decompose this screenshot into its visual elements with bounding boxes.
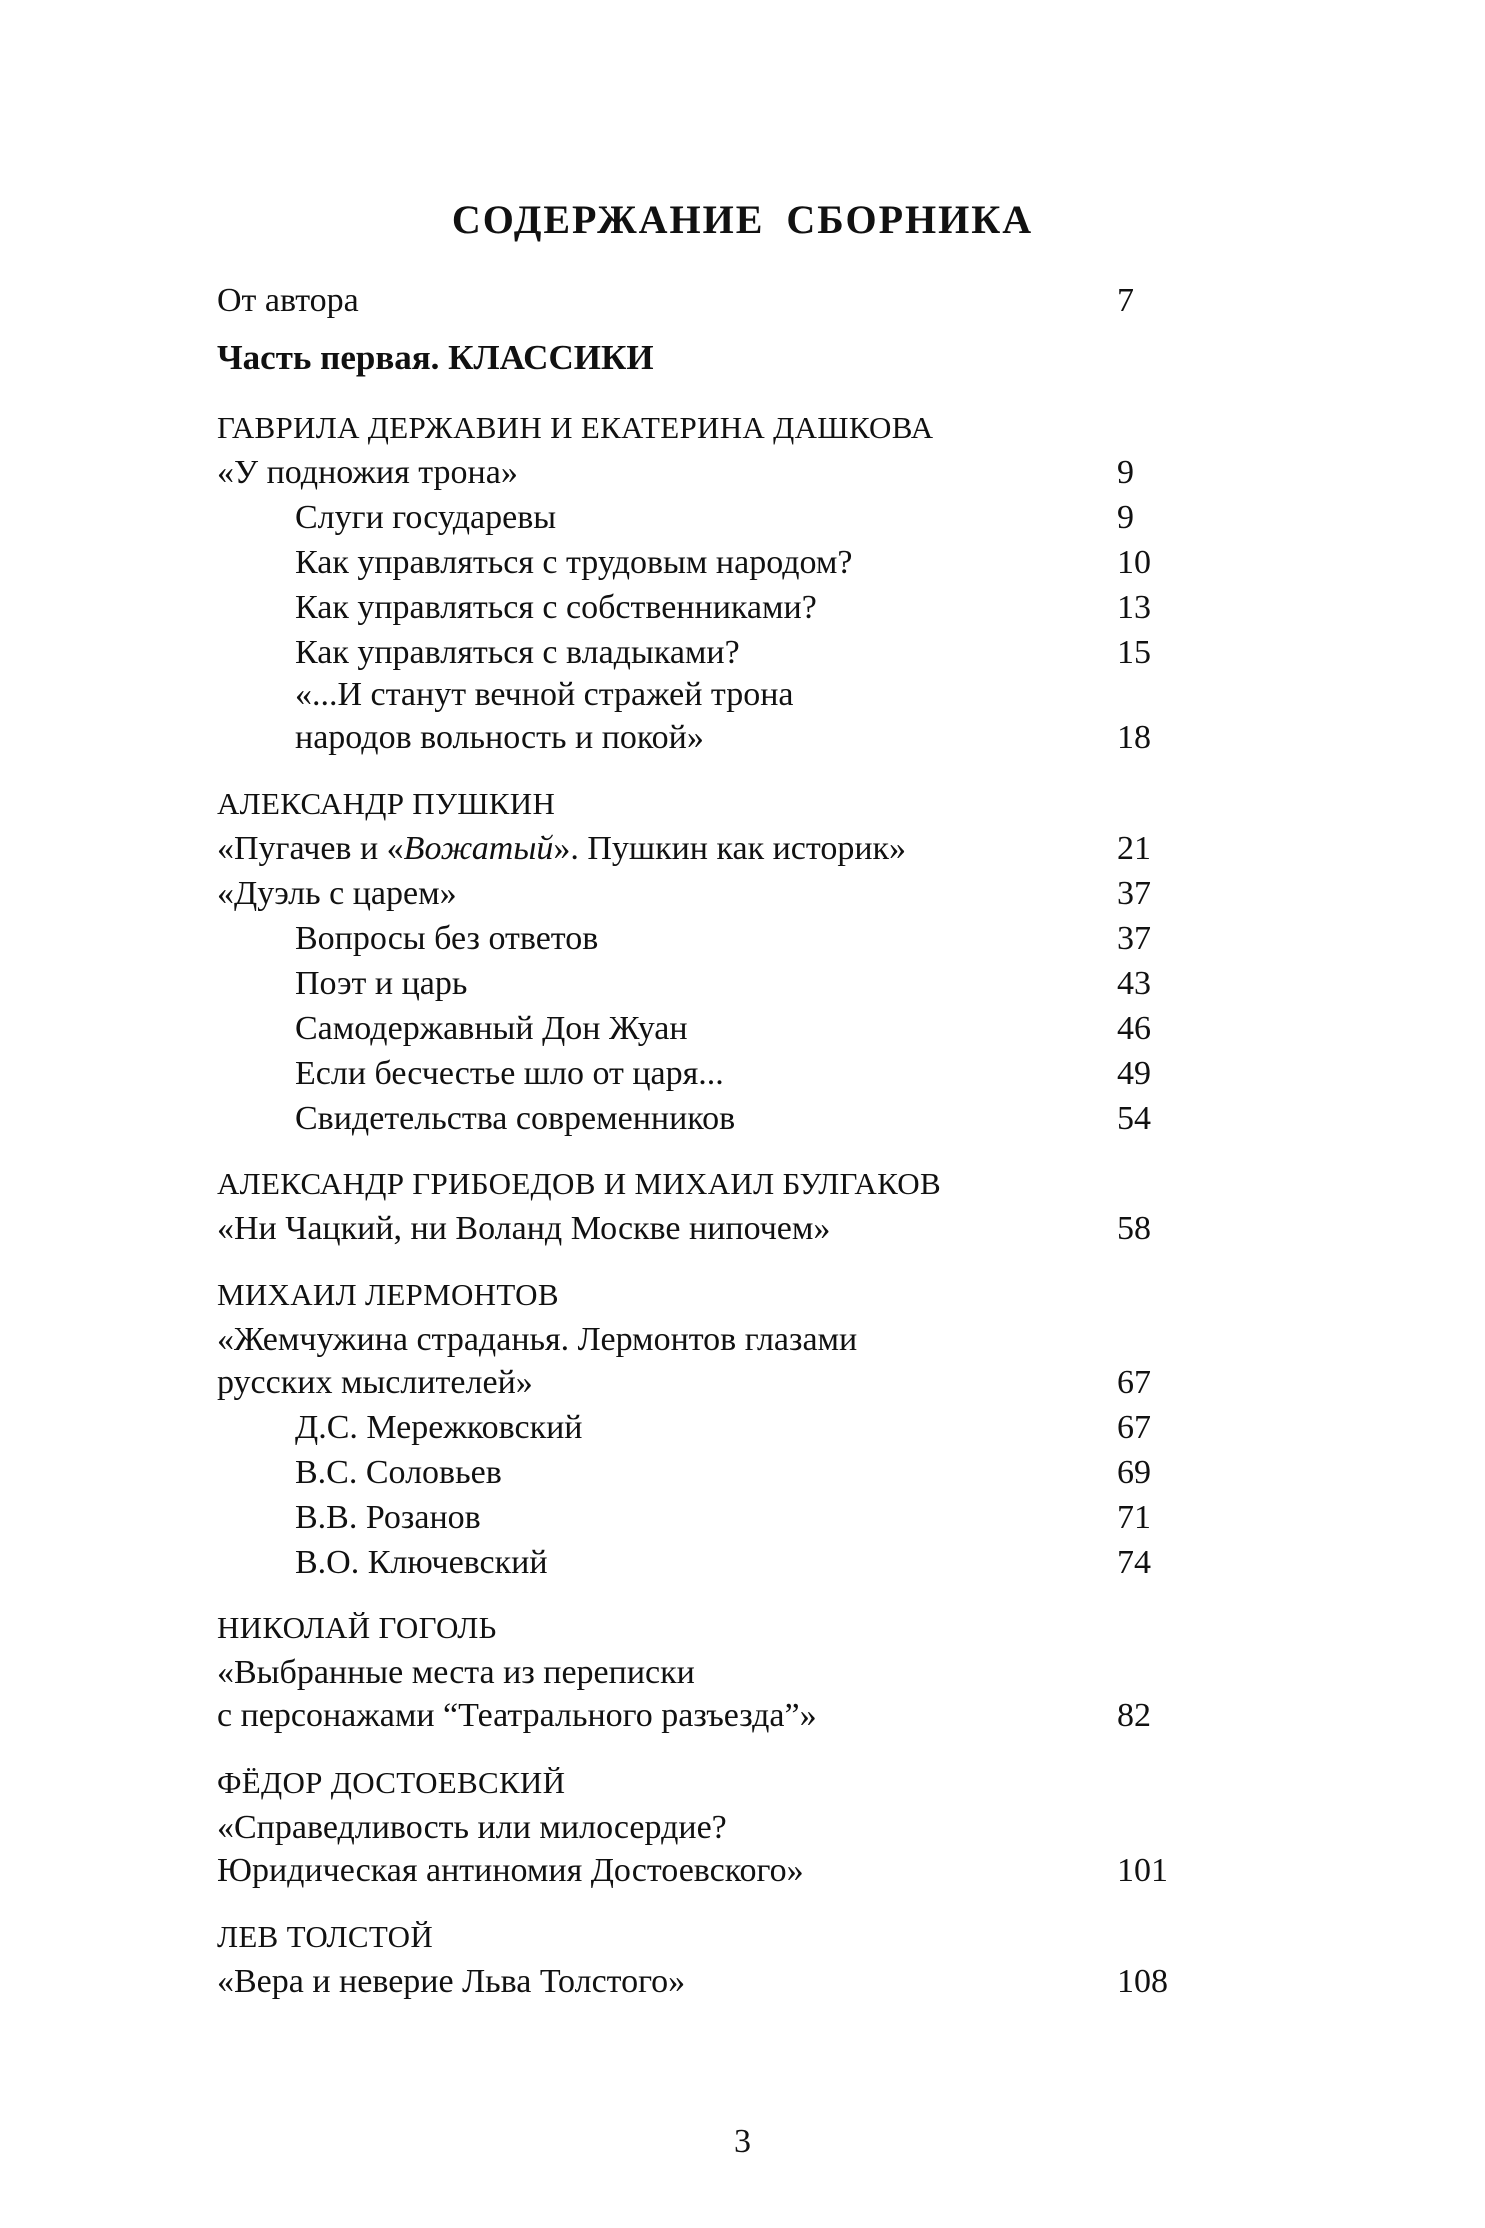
- toc-subentry-label: народов вольность и покой»: [295, 719, 704, 756]
- toc-entry-label: «Ни Чацкий, ни Воланд Москве нипочем»: [217, 1210, 831, 1247]
- toc-subentry-label: В.В. Розанов: [295, 1499, 481, 1536]
- toc-page-number: 37: [1117, 920, 1151, 957]
- toc-page-number: 71: [1117, 1499, 1151, 1536]
- part-heading-label: Часть первая. КЛАССИКИ: [217, 338, 654, 377]
- toc-entry-text-before: «Пугачев и «: [217, 830, 404, 867]
- toc-subentry-label: Как управляться с трудовым народом?: [295, 544, 853, 581]
- toc-page-number: 13: [1117, 589, 1151, 626]
- author-heading-label: АЛЕКСАНДР ГРИБОЕДОВ И МИХАИЛ БУЛГАКОВ: [217, 1166, 941, 1201]
- toc-page-number: 10: [1117, 544, 1151, 581]
- toc-page-number: 82: [1117, 1697, 1151, 1734]
- toc-page-number: 9: [1117, 499, 1134, 536]
- author-heading-label: ФЁДОР ДОСТОЕВСКИЙ: [217, 1765, 566, 1800]
- toc-page-number: 9: [1117, 454, 1134, 491]
- toc-entry-text-after: ». Пушкин как историк»: [553, 830, 907, 867]
- toc-page-number: 15: [1117, 634, 1151, 671]
- toc-entry-label: «Справедливость или милосердие?: [217, 1809, 727, 1846]
- toc-page-number: 18: [1117, 719, 1151, 756]
- toc-subentry-label: Самодержавный Дон Жуан: [295, 1010, 688, 1047]
- toc-subentry-label: Как управляться с собственниками?: [295, 589, 817, 626]
- toc-page-number: 58: [1117, 1210, 1151, 1247]
- toc-subentry-label: «...И станут вечной стражей трона: [295, 676, 794, 713]
- author-heading-label: ГАВРИЛА ДЕРЖАВИН И ЕКАТЕРИНА ДАШКОВА: [217, 410, 934, 445]
- toc-page-number: 74: [1117, 1544, 1151, 1581]
- toc-entry-label: русских мыслителей»: [217, 1364, 533, 1401]
- author-heading-label: МИХАИЛ ЛЕРМОНТОВ: [217, 1277, 559, 1312]
- author-heading-label: АЛЕКСАНДР ПУШКИН: [217, 786, 556, 821]
- toc-entry-label: Юридическая антиномия Достоевского»: [217, 1852, 804, 1889]
- toc-page-number: 67: [1117, 1364, 1151, 1401]
- toc-entry-label: «У подножия трона»: [217, 454, 518, 491]
- page-title: СОДЕРЖАНИЕ СБОРНИКА: [451, 197, 1034, 242]
- toc-entry-italic: Вожатый: [403, 830, 554, 867]
- toc-entry-label: «Жемчужина страданья. Лермонтов глазами: [217, 1321, 858, 1358]
- toc-entry-label: «Вера и неверие Льва Толстого»: [217, 1963, 686, 2000]
- toc-page-number: 21: [1117, 830, 1151, 867]
- toc-entry-label: с персонажами “Театрального разъезда”»: [217, 1697, 817, 1734]
- toc-subentry-label: В.О. Ключевский: [295, 1544, 548, 1581]
- author-heading-label: ЛЕВ ТОЛСТОЙ: [217, 1919, 434, 1954]
- toc-page-number: 46: [1117, 1010, 1151, 1047]
- toc-subentry-label: Вопросы без ответов: [295, 920, 599, 957]
- toc-subentry-label: Как управляться с владыками?: [295, 634, 740, 671]
- toc-subentry-label: В.С. Соловьев: [295, 1454, 502, 1491]
- toc-page-number: 67: [1117, 1409, 1151, 1446]
- toc-subentry-label: Свидетельства современников: [295, 1100, 736, 1137]
- toc-subentry-label: Поэт и царь: [295, 965, 468, 1002]
- toc-subentry-label: Д.С. Мережковский: [295, 1409, 583, 1446]
- toc-page-number: 43: [1117, 965, 1151, 1002]
- toc-subentry-label: Слуги государевы: [295, 499, 557, 536]
- toc-page-number: 69: [1117, 1454, 1151, 1491]
- toc-subentry-label: Если бесчестье шло от царя...: [295, 1055, 724, 1092]
- toc-page-number: 101: [1117, 1852, 1168, 1889]
- page-number: 3: [734, 2123, 751, 2160]
- toc-entry-label: [217, 827, 906, 871]
- toc-entry-label: «Выбранные места из переписки: [217, 1654, 695, 1691]
- toc-page-number: 49: [1117, 1055, 1151, 1092]
- author-heading-label: НИКОЛАЙ ГОГОЛЬ: [217, 1610, 497, 1645]
- toc-page-number: 108: [1117, 1963, 1168, 2000]
- toc-page-number: 7: [1117, 282, 1134, 319]
- toc-entry-label: «Дуэль с царем»: [217, 875, 457, 912]
- toc-page-number: 37: [1117, 875, 1151, 912]
- toc-page-number: 54: [1117, 1100, 1151, 1137]
- toc-entry-label: От автора: [217, 282, 359, 319]
